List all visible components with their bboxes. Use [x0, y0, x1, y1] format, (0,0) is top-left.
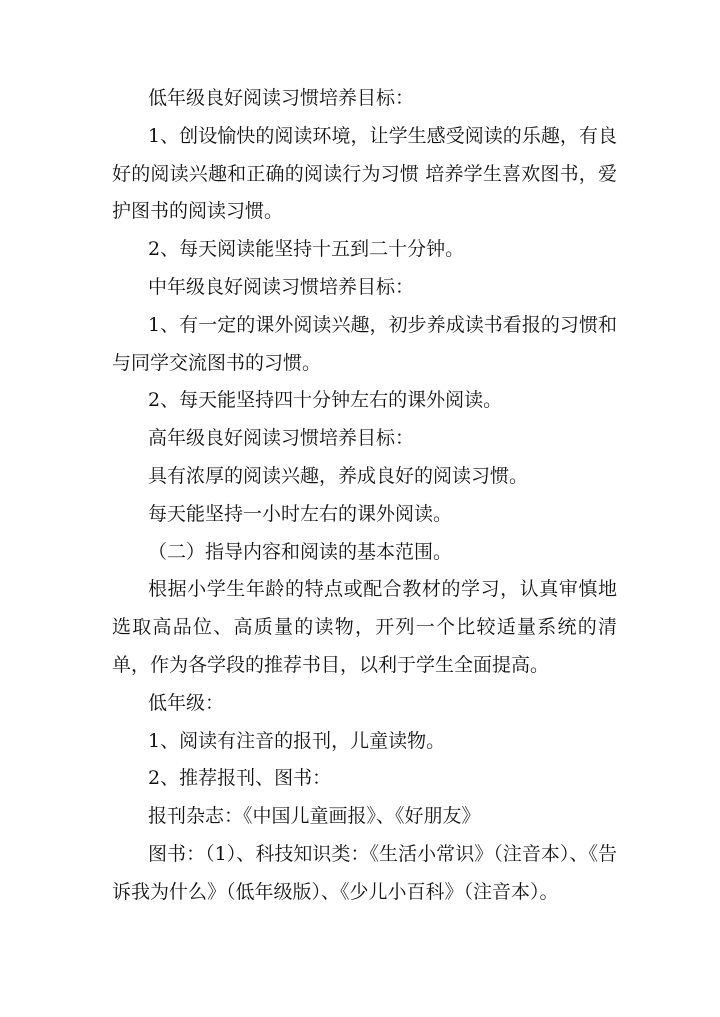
- heading-low-grade: 低年级：: [148, 691, 225, 714]
- paragraph-books: 图书：（1）、科技知识类：《生活小常识》（注音本）、《告诉我为什么》（低年级版）、《少儿小百科》（注音本）。: [112, 842, 617, 903]
- paragraph-book-selection: 根据小学生年龄的特点或配合教材的学习，认真审慎地选取高品位、高质量的读物，开列一个比较适量系统的清单，作为各学段的推荐书目，以利于学生全面提高。: [112, 578, 617, 676]
- paragraph-periodicals: 报刊杂志：《中国儿童画报》、《好朋友》: [148, 805, 481, 828]
- paragraph-low-grade-goal-2: 2、每天阅读能坚持十五到二十分钟。: [148, 238, 465, 261]
- section-heading-guidance: （二）指导内容和阅读的基本范围。: [148, 540, 453, 563]
- paragraph-high-grade-goal-1: 具有浓厚的阅读兴趣，养成良好的阅读习惯。: [148, 464, 529, 487]
- paragraph-mid-grade-goal-1: 1、有一定的课外阅读兴趣，初步养成读书看报的习惯和与同学交流图书的习惯。: [112, 313, 617, 374]
- heading-mid-grade-goals: 中年级良好阅读习惯培养目标：: [148, 275, 415, 298]
- list-item-recommended: 2、推荐报刊、图书：: [148, 767, 332, 790]
- document-body: [112, 80, 617, 912]
- paragraph-low-grade-goal-1: 1、创设愉快的阅读环境，让学生感受阅读的乐趣，有良好的阅读兴趣和正确的阅读行为习惯 培养学生喜欢图书，爱护图书的阅读习惯。: [112, 124, 617, 223]
- list-item-phonetic-reading: 1、阅读有注音的报刊，儿童读物。: [148, 729, 446, 752]
- heading-low-grade-goals: 低年级良好阅读习惯培养目标：: [148, 87, 415, 109]
- paragraph-mid-grade-goal-2: 2、每天能坚持四十分钟左右的课外阅读。: [148, 389, 503, 412]
- paragraph-high-grade-goal-2: 每天能坚持一小时左右的课外阅读。: [148, 502, 453, 525]
- heading-high-grade-goals: 高年级良好阅读习惯培养目标：: [148, 427, 415, 450]
